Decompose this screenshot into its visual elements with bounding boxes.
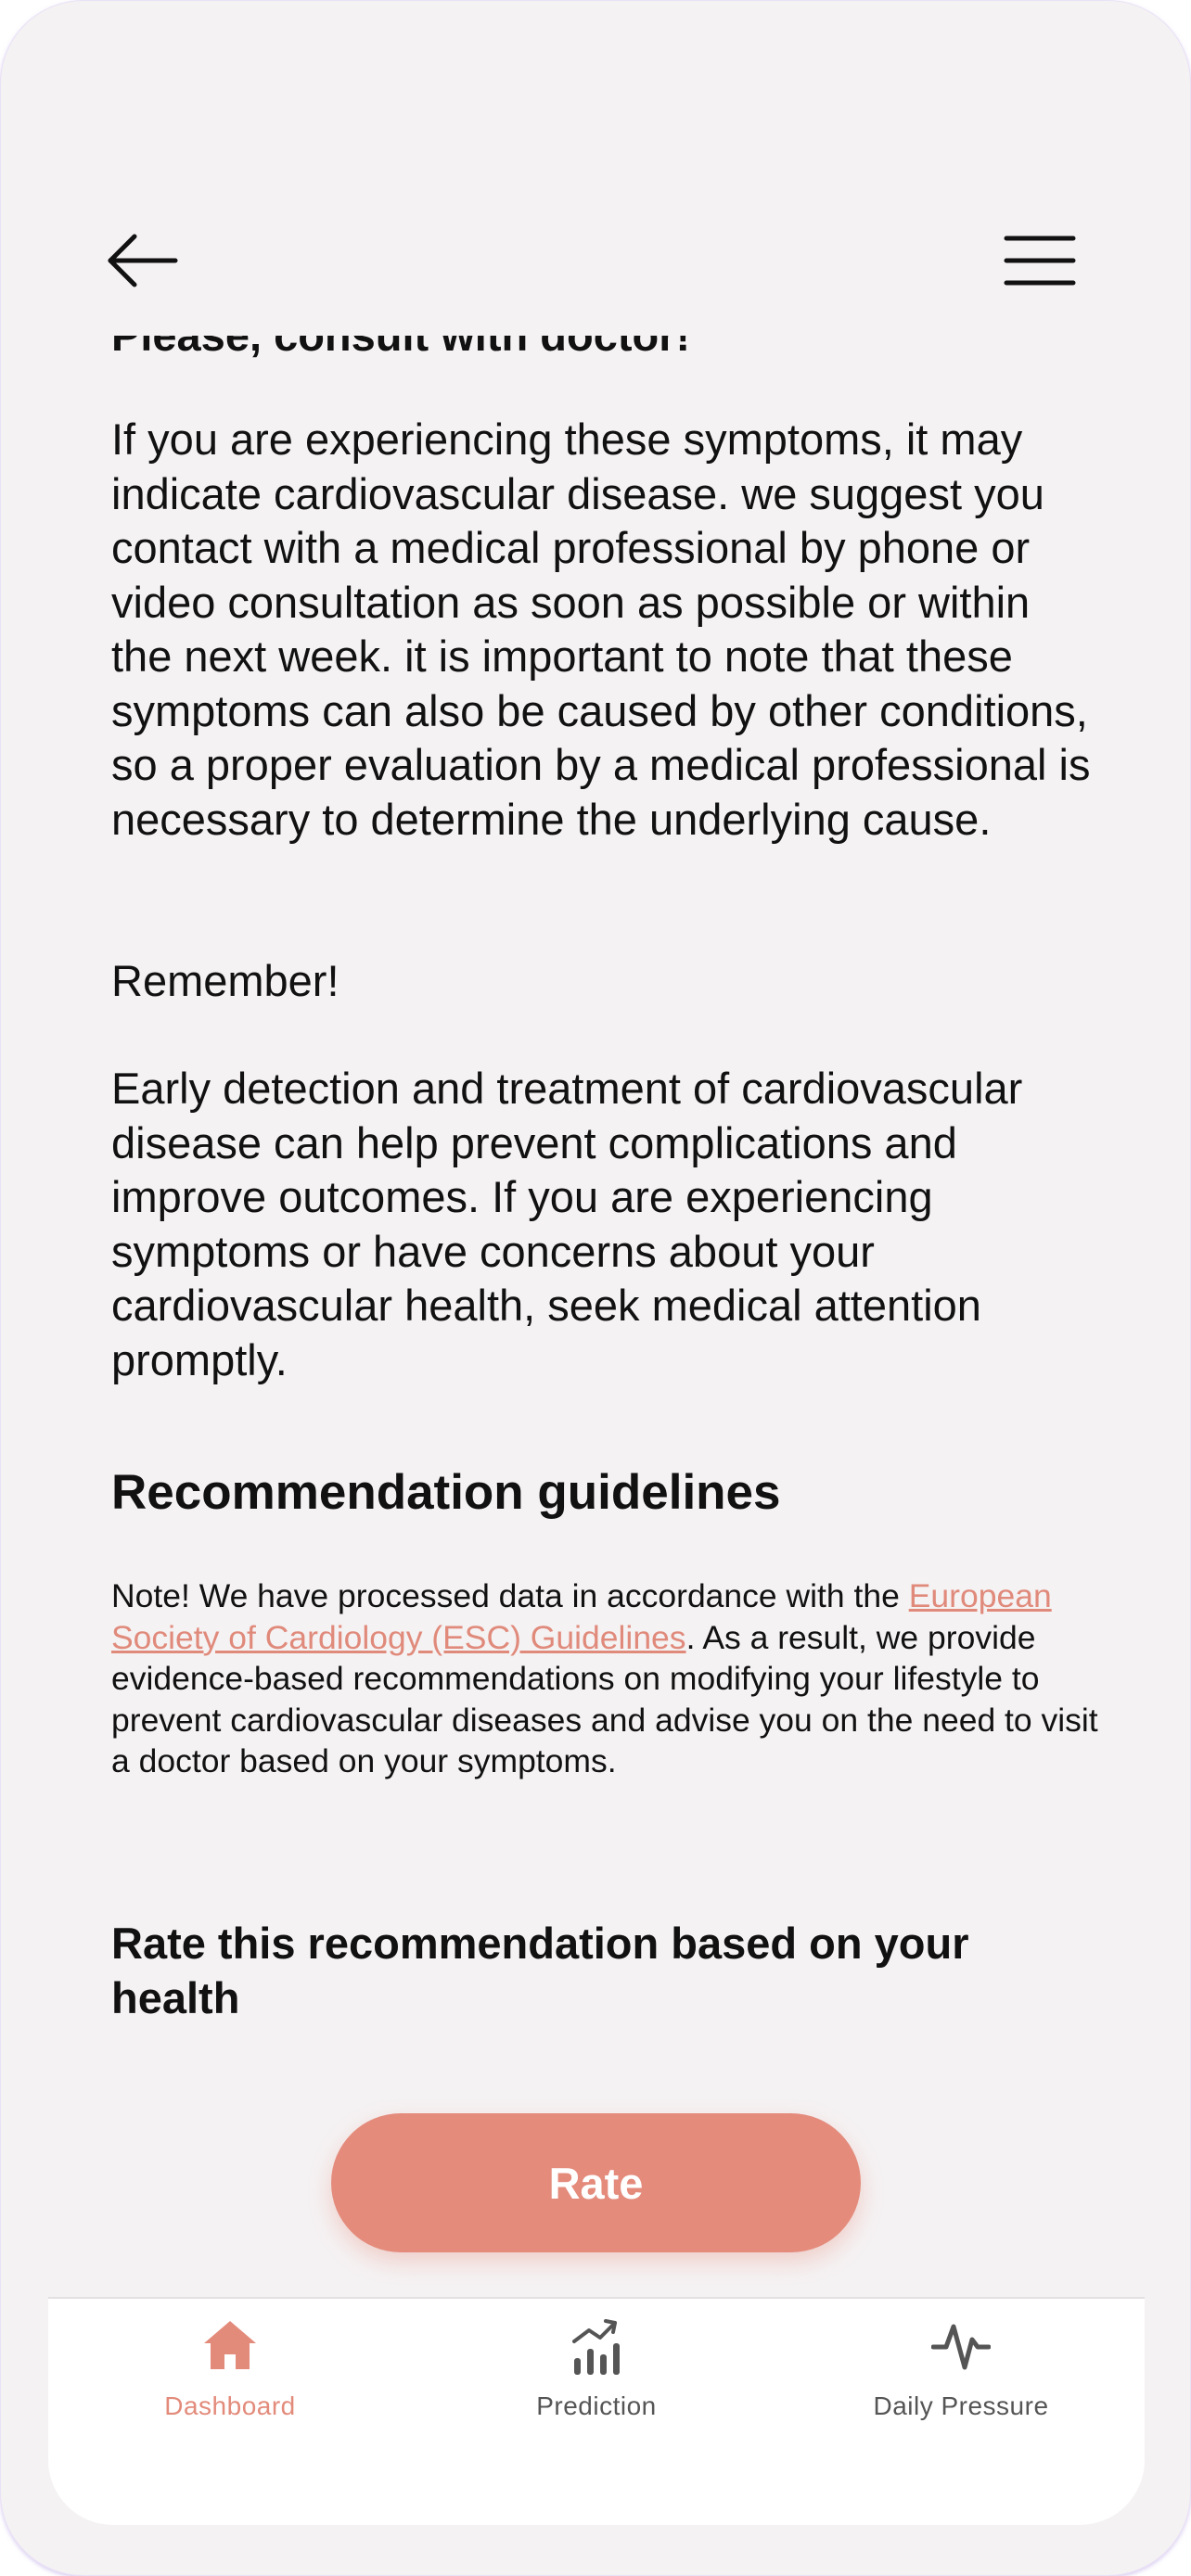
- rate-title: Rate this recommendation based on your health: [111, 1919, 969, 2022]
- guidelines-note-suffix: . As a result, we provide evidence-based recommendations on modifying your lifestyle to prevent cardiovascular diseases and advise you on the need to visit a doctor based on your symptoms.: [111, 1618, 1098, 1779]
- home-icon: [202, 2317, 258, 2373]
- tab-dashboard-label: Dashboard: [164, 2391, 296, 2420]
- bottom-tab-bar: [48, 2297, 1145, 2525]
- rate-button[interactable]: Rate: [331, 2113, 861, 2252]
- remember-text: Remember!: [111, 956, 339, 1005]
- menu-button[interactable]: [1003, 231, 1077, 290]
- guidelines-note-prefix: Note! We have processed data in accordance with the: [111, 1577, 909, 1614]
- back-button[interactable]: [103, 233, 186, 288]
- tab-daily-pressure-label: Daily Pressure: [873, 2391, 1049, 2420]
- early-detection-paragraph: Early detection and treatment of cardiovascular disease can help prevent complications and improve outcomes. If you are experiencing symptoms or have concerns about your cardiovascular health, seek medical attention promptly.: [111, 1064, 1023, 1384]
- tab-dashboard[interactable]: [91, 2299, 369, 2484]
- tab-prediction[interactable]: [457, 2299, 736, 2484]
- arrow-left-icon: [103, 233, 186, 288]
- scroll-content[interactable]: [1, 1, 1190, 2291]
- guidelines-note: [111, 1575, 1113, 1782]
- esc-guidelines-link[interactable]: European Society of Cardiology (ESC) Guidelines: [111, 1577, 1052, 1656]
- pulse-icon: [931, 2317, 991, 2373]
- chart-trend-icon: [569, 2317, 624, 2377]
- tab-daily-pressure[interactable]: [822, 2299, 1100, 2484]
- guidelines-title: Recommendation guidelines: [111, 1465, 781, 1520]
- top-bar: [1, 186, 1190, 335]
- hamburger-menu-icon: [1003, 231, 1077, 290]
- symptoms-paragraph: If you are experiencing these symptoms, it may indicate cardiovascular disease. we suggest you contact with a medical professional by phone or video consultation as soon as possible or within the next week. it is important to note that these symptoms can also be caused by other conditions, so a proper evaluation by a medical professional is necessary to determine the underlying cause.: [111, 414, 1091, 844]
- tab-prediction-label: Prediction: [536, 2391, 657, 2420]
